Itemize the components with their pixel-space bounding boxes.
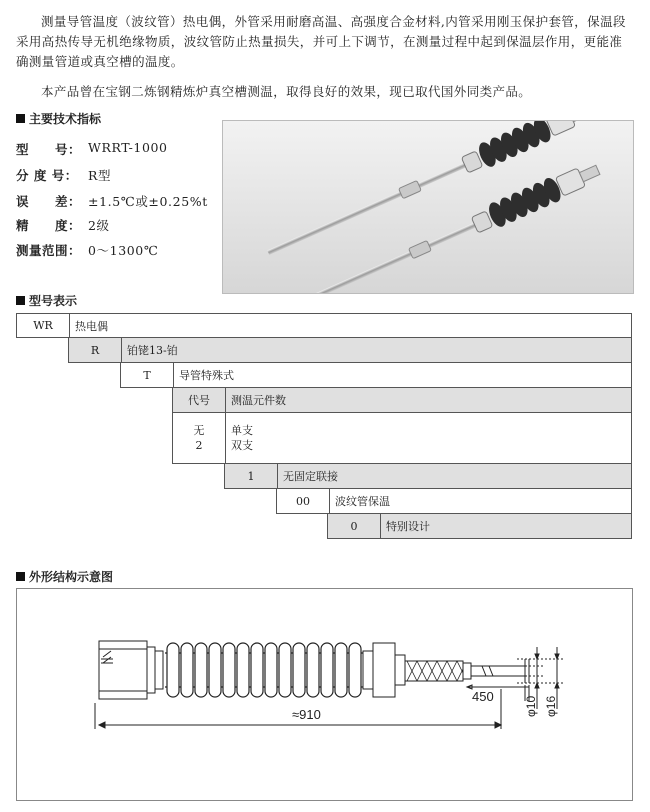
code-row-0: 0 特别设计 xyxy=(327,513,632,539)
code-row-wr: WR 热电偶 xyxy=(16,313,632,338)
model-heading: 型号表示 xyxy=(16,292,77,309)
spec-model: 型 号： WRRT-1000 xyxy=(16,140,168,157)
braided-section xyxy=(405,661,463,681)
code-row-00: 00 波纹管保温 xyxy=(276,488,632,514)
intro-paragraph-1: 测量导管温度（波纹管）热电偶，外管采用耐磨高温、高强度合金材料,内管采用刚玉保护套管，保温段采用高热传导无机绝缘物质，波纹管防止热量损失，并可上下调节，在测量过程中起到保温层作用，更能准确测量管道或真空槽的温度。 xyxy=(16,14,626,69)
dim-450-label: 450 xyxy=(472,689,494,704)
outline-drawing-svg xyxy=(17,589,634,802)
code-row-r: R 铂铑13-铂 xyxy=(68,337,632,363)
dim-d16-label: φ16 xyxy=(544,695,558,717)
spec-error: 误 差： ±1.5℃或±0.25%t xyxy=(16,194,208,209)
dim-total-label: ≈910 xyxy=(292,707,321,722)
thermocouple-illustration xyxy=(223,121,634,294)
outline-drawing xyxy=(16,588,633,801)
intro-paragraph-2: 本产品曾在宝钢二炼钢精炼炉真空槽测温，取得良好的效果，现已取代国外同类产品。 xyxy=(41,84,532,99)
code-row-header: 代号 测温元件数 xyxy=(172,387,632,413)
spec-graduation: 分 度 号： R型 xyxy=(16,168,112,183)
spec-range: 测量范围： 0～1300℃ xyxy=(16,243,159,258)
bullet-square-icon xyxy=(16,296,25,305)
code-row-t: T 导管特殊式 xyxy=(120,362,632,388)
head-block xyxy=(99,641,147,699)
bullet-square-icon xyxy=(16,572,25,581)
bellows xyxy=(165,643,363,697)
bullet-square-icon xyxy=(16,114,25,123)
code-row-elements: 无 2 单支 双支 xyxy=(172,412,632,464)
spec-accuracy: 精 度： 2级 xyxy=(16,218,110,233)
drawing-heading: 外形结构示意图 xyxy=(16,568,113,585)
dim-d10-label: φ10 xyxy=(524,695,538,717)
specs-heading: 主要技术指标 xyxy=(16,110,101,127)
code-row-1: 1 无固定联接 xyxy=(224,463,632,489)
product-photo xyxy=(222,120,634,294)
